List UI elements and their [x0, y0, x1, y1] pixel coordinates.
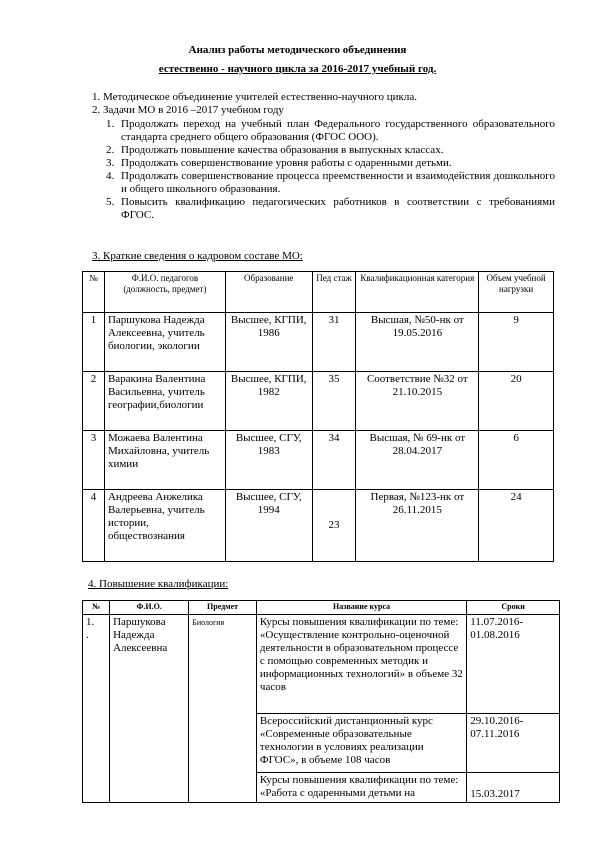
- task-item: [106, 118, 555, 144]
- task-text: Продолжать переход на учебный план Федерального государственного образовательного стандарта среднего общего образования (ФГОС ООО).: [121, 118, 555, 143]
- section-3-heading: 3. Краткие сведения о кадровом составе МО:: [92, 250, 303, 262]
- table-row: [83, 490, 554, 562]
- cell-category: Первая, №123-нк от 26.11.2015: [356, 490, 479, 562]
- column-header: Сроки: [467, 601, 560, 615]
- cell-teacher-name: Можаева Валентина Михайловна, учитель химии: [104, 431, 225, 490]
- cell-category: Соответствие №32 от 21.10.2015: [356, 372, 479, 431]
- cell-number: 2: [83, 372, 105, 431]
- cell-experience: 34: [312, 431, 356, 490]
- task-number: 1.: [106, 118, 115, 130]
- staff-table-header: [83, 272, 554, 313]
- task-item: [106, 157, 555, 170]
- cell-category: Высшая, №50-нк от 19.05.2016: [356, 313, 479, 372]
- cell-number: 4: [83, 490, 105, 562]
- table-row: [83, 372, 554, 431]
- cell-number: 3: [83, 431, 105, 490]
- cell-course-dates: 15.03.2017: [467, 773, 560, 803]
- task-text: Продолжать повышение качества образования в выпускных классах.: [121, 144, 444, 156]
- cell-load: 9: [479, 313, 554, 372]
- tasks-list: [106, 118, 555, 222]
- column-header: Объем учебной нагрузки: [479, 272, 554, 313]
- cell-category: Высшая, № 69-нк от 28.04.2017: [356, 431, 479, 490]
- row-number-continuation: .: [86, 629, 89, 641]
- cell-education: Высшее, СГУ, 1994: [225, 490, 312, 562]
- document-title-line-1: Анализ работы методического объединения: [188, 44, 407, 56]
- cell-number: [83, 615, 110, 803]
- table-row: [83, 615, 560, 714]
- column-header: Пед стаж: [312, 272, 356, 313]
- cell-load: 20: [479, 372, 554, 431]
- cell-course-dates: 11.07.2016-01.08.2016: [467, 615, 560, 714]
- cell-teacher-name: Паршукова Надежда Алексеевна, учитель биологии, экологии: [104, 313, 225, 372]
- cell-experience: 23: [312, 490, 356, 562]
- task-item: [106, 170, 555, 196]
- cell-course-name: Всероссийский дистанционный курс «Современные образовательные технологии в условиях реализации ФГОС», в объеме 108 часов: [256, 714, 466, 773]
- cell-course-name: Курсы повышения квалификации по теме: «Осуществление контрольно-оценочной деятельности в образовательном процессе с помощью современных методик и информационных технологий» в объеме 32 часов: [256, 615, 466, 714]
- cell-subject: Биология: [189, 615, 257, 803]
- cell-education: Высшее, КГПИ, 1982: [225, 372, 312, 431]
- cell-course-name: Курсы повышения квалификации по теме: «Работа с одаренными детьми на: [256, 773, 466, 803]
- list-item-1: 1. Методическое объединение учителей естественно-научного цикла.: [92, 91, 417, 103]
- task-item: [106, 196, 555, 222]
- cell-load: 6: [479, 431, 554, 490]
- cell-teacher-name: Андреева Анжелика Валерьевна, учитель истории, обществознания: [104, 490, 225, 562]
- task-number: 4.: [106, 170, 115, 182]
- task-number: 2.: [106, 144, 115, 156]
- cell-number: 1: [83, 313, 105, 372]
- document-title-line-2: естественно - научного цикла за 2016-2017 учебный год.: [158, 63, 437, 75]
- task-text: Продолжать совершенствование процесса преемственности и взаимодействия дошкольного и общего школьного образования.: [121, 170, 555, 195]
- column-header: Предмет: [189, 601, 257, 615]
- cell-teacher-name: Паршукова Надежда Алексеевна: [110, 615, 189, 803]
- task-number: 3.: [106, 157, 115, 169]
- column-header: №: [83, 272, 105, 313]
- courses-table-header: [83, 601, 560, 615]
- section-4-heading: 4. Повышение квалификации:: [88, 578, 229, 590]
- cell-load: 24: [479, 490, 554, 562]
- column-header: Ф.И.О. педагогов (должность, предмет): [104, 272, 225, 313]
- staff-table: [82, 271, 554, 562]
- list-item-2: 2. Задачи МО в 2016 –2017 учебном году: [92, 104, 284, 116]
- cell-course-dates: 29.10.2016-07.11.2016: [467, 714, 560, 773]
- table-row: [83, 431, 554, 490]
- column-header: Ф.И.О.: [110, 601, 189, 615]
- cell-experience: 35: [312, 372, 356, 431]
- task-text: Продолжать совершенствование уровня работы с одаренными детьми.: [121, 157, 452, 169]
- courses-table: [82, 600, 560, 803]
- row-number: 1.: [86, 616, 95, 628]
- cell-education: Высшее, СГУ, 1983: [225, 431, 312, 490]
- task-text: Повысить квалификацию педагогических работников в соответствии с требованиями ФГОС.: [121, 196, 555, 221]
- column-header: Квалификационная категория: [356, 272, 479, 313]
- cell-education: Высшее, КГПИ, 1986: [225, 313, 312, 372]
- column-header: №: [83, 601, 110, 615]
- column-header: Название курса: [256, 601, 466, 615]
- task-number: 5.: [106, 196, 115, 208]
- task-item: [106, 144, 555, 157]
- cell-experience: 31: [312, 313, 356, 372]
- table-row: [83, 313, 554, 372]
- cell-teacher-name: Варакина Валентина Васильевна, учитель географии,биологии: [104, 372, 225, 431]
- column-header: Образование: [225, 272, 312, 313]
